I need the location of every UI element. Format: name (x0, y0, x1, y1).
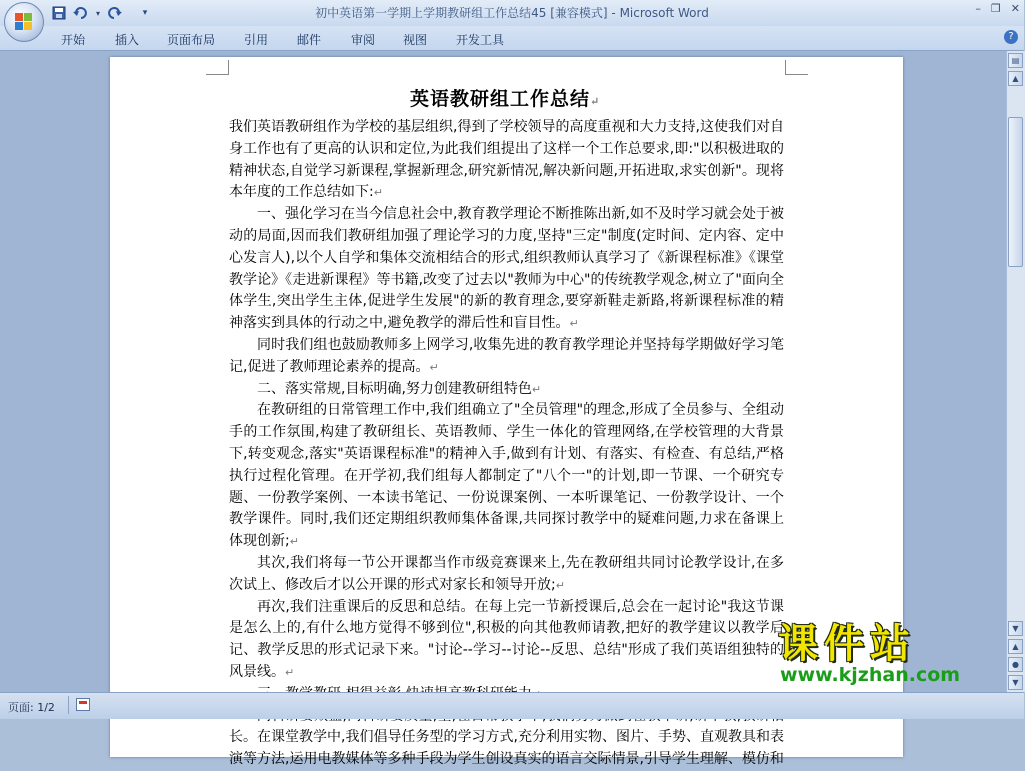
tab-home[interactable]: 开始 (61, 33, 86, 47)
ribbon-tabs (0, 26, 1024, 51)
tab-review[interactable]: 审阅 (351, 33, 376, 47)
page-number-indicator[interactable]: 页面: 1/2 (8, 701, 55, 714)
window-controls (975, 2, 1020, 15)
restore-button[interactable]: ❐ (990, 2, 1001, 15)
close-button[interactable]: ✕ (1010, 2, 1020, 15)
office-button[interactable] (4, 2, 44, 42)
prev-page-icon[interactable]: ▲ (1008, 639, 1023, 654)
paragraph: 长。在课堂教学中,我们倡导任务型的学习方式,充分利用实物、图片、手势、直观教具和表演等方法,运用电教媒体等多种手段为学生创设真实的语言交际情景,引导学生理解、模仿和 (229, 729, 784, 768)
tab-page-layout[interactable]: 页面布局 (167, 33, 216, 47)
paragraph: 同时我们组也鼓励教师多上网学习,收集先进的教育教学理论并坚持每学期做好学习笔记,促进了教师理论素养的提高。↵ (229, 336, 784, 375)
spell-check-icon[interactable] (76, 698, 90, 711)
vertical-scrollbar[interactable] (1006, 51, 1025, 692)
scroll-down-icon[interactable]: ▼ (1008, 621, 1023, 636)
document-name: 初中英语第一学期上学期教研组工作总结45 [兼容模式] - (315, 6, 620, 20)
paragraph: 其次,我们将每一节公开课都当作市级竞赛课来上,先在教研组共同讨论教学设计,在多次试上、修改后才以公开课的形式对家长和领导开放;↵ (229, 554, 784, 593)
tab-view[interactable]: 视图 (403, 33, 428, 47)
tab-developer[interactable]: 开发工具 (456, 33, 505, 47)
minimize-button[interactable]: – (975, 2, 981, 15)
tab-insert[interactable]: 插入 (115, 33, 140, 47)
title-bar (0, 0, 1024, 26)
paragraph: 一、强化学习在当今信息社会中,教育教学理论不断推陈出新,如不及时学习就会处于被动的局面,因而我们教研组加强了理论学习的力度,坚持"三定"制度(定时间、定内容、定中心发言人),以个人自学和集体交流相结合的形式,组织教师认真学习了《新课程标准》《课堂教学论》《走进新课程》等书籍,改变了过去以"教师为中心"的传统教学观念,树立了"面向全体学生,突出学生主体,促进学生发展"的新的教育理念,要穿新鞋走新路,将新课程标准的精神落实到具体的行动之中,避免教学的滞后性和盲目性。↵ (229, 206, 784, 332)
office-button-icon (15, 13, 33, 31)
help-icon[interactable]: ? (1004, 30, 1018, 44)
app-name: Microsoft Word (619, 6, 709, 20)
watermark-url: www.kjzhan.com (780, 664, 961, 686)
tab-references[interactable]: 引用 (244, 33, 269, 47)
next-page-icon[interactable]: ▼ (1008, 675, 1023, 690)
chevron-down-icon[interactable]: ▾ (95, 8, 100, 18)
section-heading: 二、落实常规,目标明确,努力创建教研组特色↵ (257, 380, 542, 397)
tab-mailings[interactable]: 邮件 (297, 33, 322, 47)
status-bar (0, 692, 1024, 719)
window-title (0, 4, 1024, 21)
scroll-up-icon[interactable]: ▲ (1008, 71, 1023, 86)
select-browse-icon[interactable]: ● (1008, 657, 1023, 672)
customize-qat-icon[interactable]: ▾ (142, 8, 148, 18)
crop-mark-left (206, 60, 229, 75)
paragraph: 我们英语教研组作为学校的基层组织,得到了学校领导的高度重视和大力支持,这使我们对自身工作也有了更高的认识和定位,为此我们组提出了这样一个工作总要求,即:"以积极进取的精神状态,自觉学习新课程,掌握新理念,研究新情况,解决新问题,开拓进取,求实创新"。现将本年度的工作总结如下:↵ (229, 119, 784, 201)
document-title: 英语教研组工作总结↵ (410, 88, 601, 110)
paragraph: 再次,我们注重课后的反思和总结。在每上完一节新授课后,总会在一起讨论"我这节课是怎么上的,有什么地方觉得不够到位",积极的向其他教师请教,把好的教学建议以教学后记、教学反思的形式记录下来。"讨论--学习--讨论--反思、总结"形成了我们英语组独特的风景线。↵ (229, 598, 784, 680)
document-body (229, 117, 784, 771)
status-divider (68, 696, 69, 714)
paragraph: 在教研组的日常管理工作中,我们组确立了"全员管理"的理念,形成了全员参与、全组动手的工作氛围,构建了教研组长、英语教师、学生一体化的管理网络,在学校管理的大背景下,转变观念,落实"英语课程标准"的精神入手,做到有计划、有落实、有检查、有总结,严格执行过程化管理。在开学初,我们组每人都制定了"八个一"的计划,即一节课、一个研究专题、一份教学案例、一本读书笔记、一份说课案例、一本听课笔记、一份教学设计、一个教学课件。同时,我们还定期组织教师集体备课,共同探讨教学中的疑难问题,力求在备课上体现创新;↵ (229, 402, 784, 550)
watermark (778, 612, 1018, 692)
watermark-logo-text: 课件站 (778, 621, 916, 667)
scroll-thumb[interactable] (1008, 117, 1023, 267)
crop-mark-right (785, 60, 808, 75)
ruler-toggle-icon[interactable]: ▤ (1008, 53, 1023, 68)
